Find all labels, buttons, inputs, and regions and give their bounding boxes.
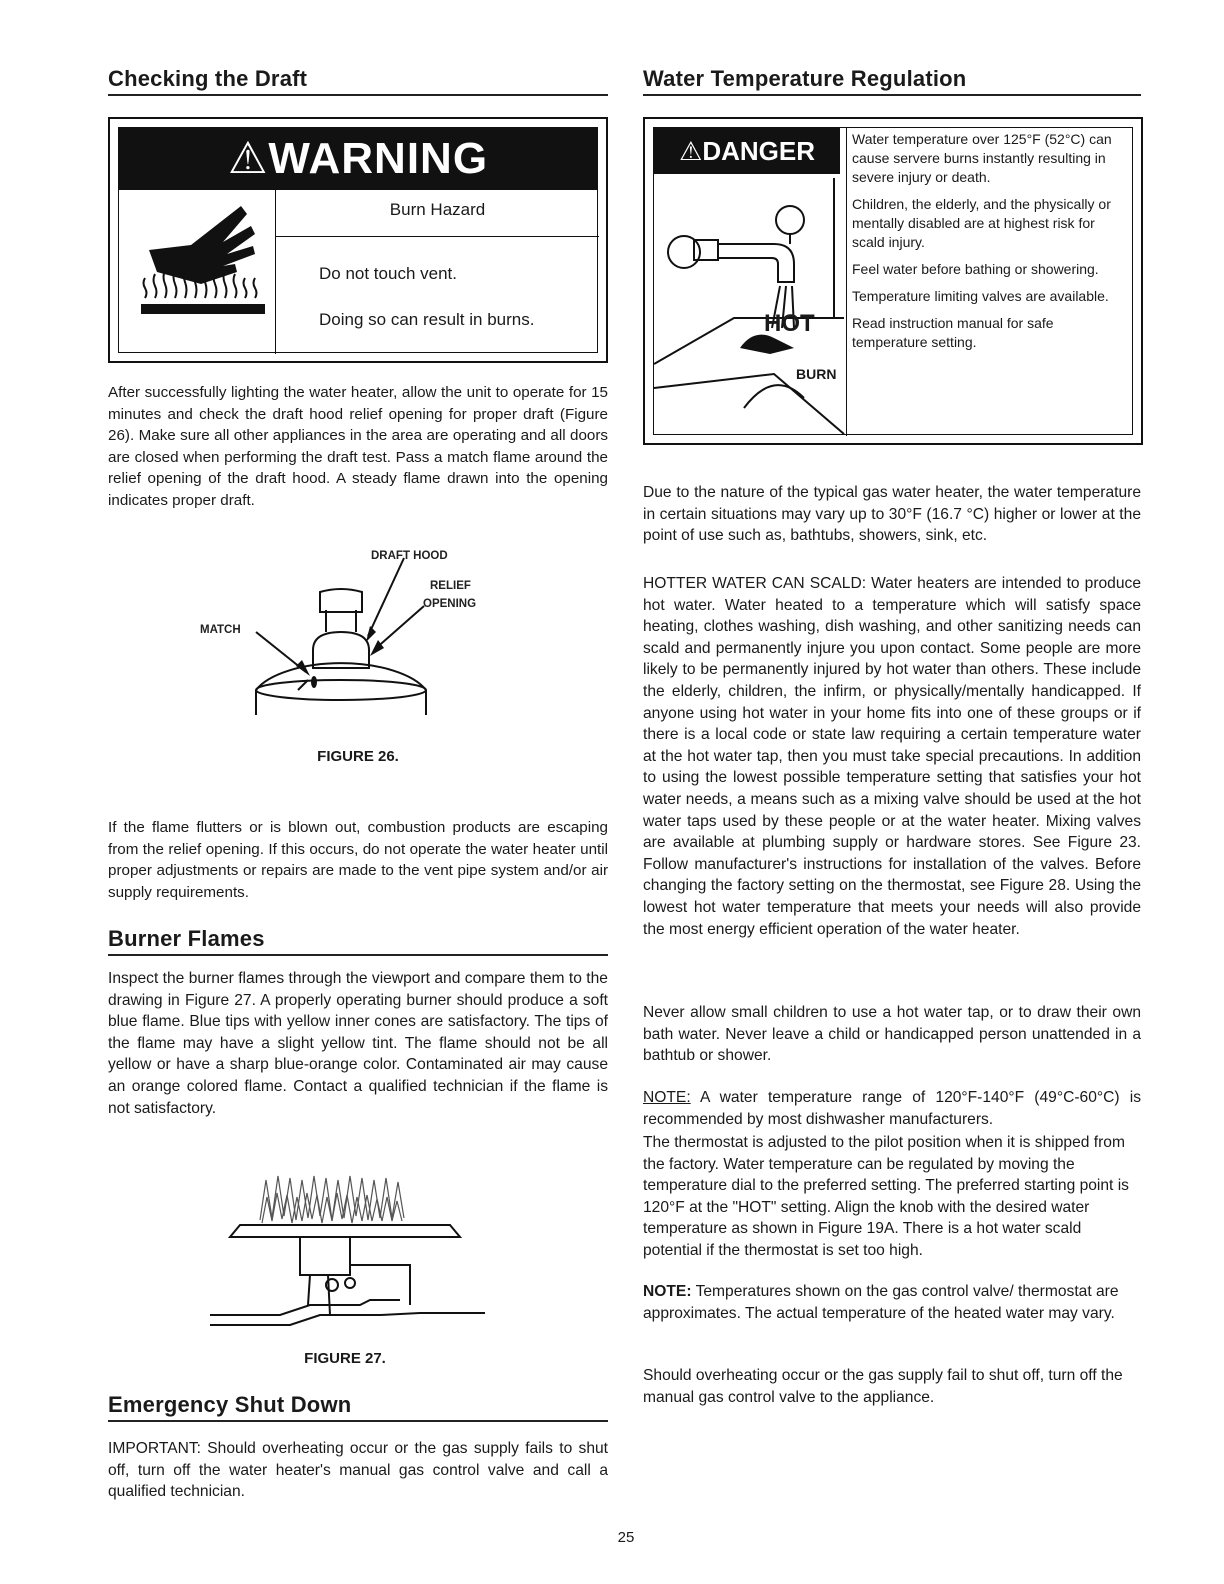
water-temp-heading: Water Temperature Regulation — [643, 66, 1141, 96]
warning-triangle-icon: ⚠ — [227, 134, 269, 183]
hand-heat-icon — [131, 200, 271, 330]
label-opening: OPENING — [423, 598, 477, 610]
figure-26-caption: FIGURE 26. — [317, 748, 399, 765]
label-match: MATCH — [200, 624, 241, 636]
danger-box — [643, 117, 1143, 445]
note1-label: NOTE: — [643, 1089, 691, 1106]
water-temp-note1: NOTE: A water temperature range of 120°F-140°F (49°C-60°C) is recommended by most dishwasher manufacturers. — [643, 1089, 1141, 1128]
label-draft-hood: DRAFT HOOD — [371, 550, 448, 562]
burn-hazard-subtitle: Burn Hazard — [389, 200, 486, 219]
danger-triangle-icon: ⚠ — [679, 136, 703, 166]
water-temp-p2: HOTTER WATER CAN SCALD: Water heaters are intended to produce hot water. Water heated to a temperature which will satisfy space heating, clothes washing, dish washing, and other sanitizing needs can scald and permanently injure you upon contact. Some people are more likely to be permanently injured by hot water than others. These include the elderly, children, the infirm, or physically/mentally handicapped. If anyone using hot water in your home fits into one of these groups or if there is a local code or state law requiring a certain temperature water at the hot water tap, then you must take special precautions. In addition to using the lowest possible temperature setting that satisfies your hot water needs, a means such as a mixing valve should be used at the hot water taps used by these people or at the water heater. Mixing valves are available at plumbing supply or hardware stores. See Figure 23. Follow manufacturer's instructions for installation of the valves. Before changing the factory setting on the thermostat, see Figure 28. Using the lowest hot water temperature that meets your needs will also provide the most energy efficient operation of the water heater. — [643, 575, 1141, 938]
emergency-heading: Emergency Shut Down — [108, 1392, 608, 1422]
warning-banner: ⚠WARNING — [119, 128, 597, 190]
danger-item: Feel water before bathing or showering. — [852, 261, 1099, 277]
water-temp-p1: Due to the nature of the typical gas water heater, the water temperature in certain situations may vary up to 30°F (16.7 °C) higher or lower at the point of use such as, bathtubs, showers, sink, etc. — [643, 484, 1141, 545]
water-temp-p5: Should overheating occur or the gas supply fail to shut off, turn off the manual gas control valve to the appliance. — [643, 1367, 1123, 1406]
water-temp-p3: Never allow small children to use a hot water tap, or to draw their own bath water. Never leave a child or handicapped person unattended in a bathtub or shower. — [643, 1004, 1141, 1065]
label-relief: RELIEF — [430, 580, 471, 592]
burner-flame-diagram — [200, 1165, 490, 1345]
danger-banner: ⚠DANGER — [654, 128, 840, 174]
draft-paragraph-2: If the flame flutters or is blown out, combustion products are escaping from the relief opening. If this occurs, do not operate the water heater until proper adjustments or repairs are made to the vent pipe system and/or air supply requirements. — [108, 819, 608, 901]
emergency-paragraph: IMPORTANT: Should overheating occur or the gas supply fails to shut off, turn off the water heater's manual gas control valve and call a qualified technician. — [108, 1440, 608, 1501]
danger-item: Children, the elderly, and the physically or mentally disabled are at highest risk for scald injury. — [852, 196, 1111, 250]
danger-item: Temperature limiting valves are available. — [852, 288, 1109, 304]
figure-27-caption: FIGURE 27. — [304, 1350, 386, 1367]
warning-line-2: Doing so can result in burns. — [319, 310, 535, 329]
hot-label: HOT — [764, 310, 815, 337]
danger-text-list — [852, 130, 1128, 360]
danger-item: Read instruction manual for safe temperature setting. — [852, 315, 1054, 350]
page-number: 25 — [617, 1529, 635, 1546]
burner-flames-heading: Burner Flames — [108, 926, 608, 956]
warning-line-1: Do not touch vent. — [319, 264, 457, 283]
note2-label: NOTE: — [643, 1283, 692, 1300]
warning-box — [108, 117, 608, 363]
burn-label: BURN — [796, 366, 837, 382]
danger-item: Water temperature over 125°F (52°C) can cause servere burns instantly resulting in severe injury or death. — [852, 131, 1112, 185]
water-temp-note2: NOTE: Temperatures shown on the gas control valve/ thermostat are approximates. The actual temperature of the heated water may vary. — [643, 1283, 1119, 1322]
figure-26 — [108, 540, 608, 770]
draft-paragraph-1: After successfully lighting the water heater, allow the unit to operate for 15 minutes and check the draft hood relief opening for proper draft (Figure 26). Make sure all other appliances in the area are operating and all doors are closed when performing the draft test. Pass a match flame around the relief opening of the draft hood. A steady flame drawn into the opening indicates proper draft. — [108, 384, 608, 509]
burner-flames-paragraph: Inspect the burner flames through the viewport and compare them to the drawing in Figure 27. A properly operating burner should produce a soft blue flame. Blue tips with yellow inner cones are satisfactory. The tips of the flame may have a slight yellow tint. The flame should not be all yellow or have a sharp blue-orange color. Contaminated air may cause an orange colored flame. Contact a qualified technician if the flame is not satisfactory. — [108, 970, 608, 1117]
checking-draft-heading: Checking the Draft — [108, 66, 608, 96]
draft-hood-diagram — [108, 540, 608, 740]
scald-faucet-icon — [654, 178, 846, 434]
water-temp-p4: The thermostat is adjusted to the pilot position when it is shipped from the factory. Water temperature can be regulated by moving the temperature dial to the preferred setting. The preferred starting point is 120°F at the "HOT" setting. Align the knob with the desired water temperature as shown in Figure 19A. There is a hot water scald potential if the thermostat is set too high. — [643, 1134, 1129, 1259]
